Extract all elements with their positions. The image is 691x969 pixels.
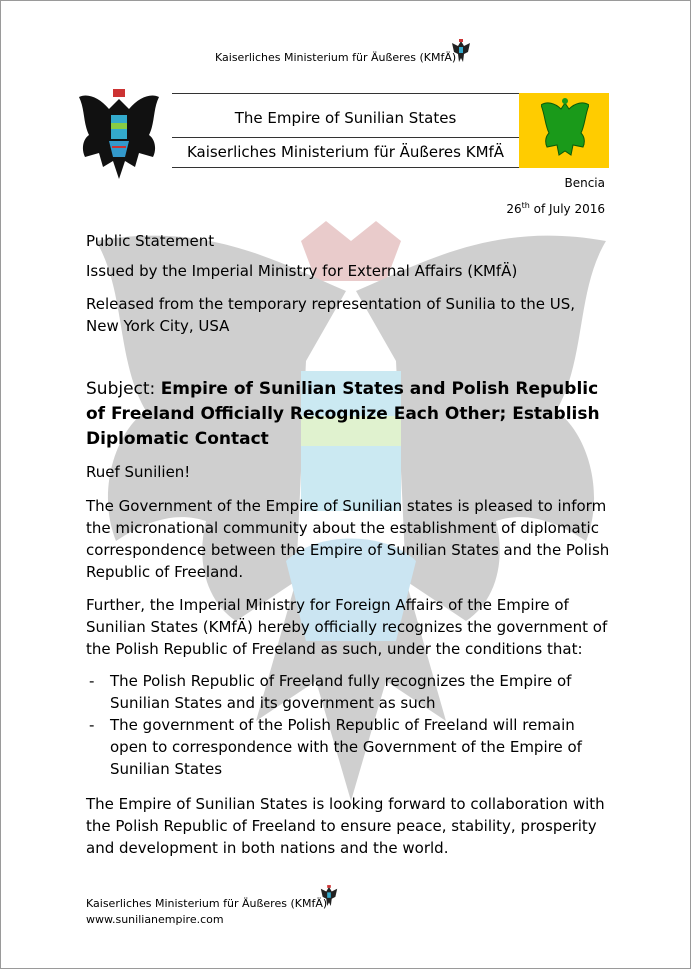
paragraph-1: The Government of the Empire of Sunilian states is pleased to inform the micronational community about the establishment of diplomatic correspondence between the Empire of Sunilian States and the Polish Republic of Freeland. (86, 497, 610, 581)
dateline-place: Bencia (564, 176, 605, 190)
dateline-date: 26th of July 2016 (506, 201, 605, 216)
footer-eagle-crest-icon (319, 883, 339, 909)
banner-bottom-rule (172, 167, 519, 168)
condition-item: - The government of the Polish Republic of Freeland will remain open to correspondence with the Government of the Empire of Sunilian States (86, 714, 611, 780)
footer (86, 896, 327, 928)
subject-heading: Subject: Empire of Sunilian States and Polish Republic of Freeland Officially Recognize Each Other; Establish Diplomatic Contact (86, 379, 600, 449)
footer-ministry: Kaiserliches Ministerium für Äußeres (KMfÄ) (86, 897, 328, 910)
coat-of-arms-eagle-icon (79, 87, 159, 181)
green-eagle-flag-icon (541, 97, 589, 163)
banner-subtitle: Kaiserliches Ministerium für Äußeres KMfÄ (186, 143, 505, 161)
greeting: Ruef Sunilien! (86, 463, 191, 481)
small-eagle-crest-icon (450, 38, 472, 64)
intro-public-statement: Public Statement (86, 232, 215, 250)
condition-item: - The Polish Republic of Freeland fully recognizes the Empire of Sunilian States and its government as such (86, 670, 611, 714)
paragraph-2: Further, the Imperial Ministry for Foreign Affairs of the Empire of Sunilian States (KMfÄ) hereby officially recognizes the government of the Polish Republic of Freeland as such, under the conditions that: (86, 596, 608, 658)
national-flag (519, 93, 609, 168)
conditions-list (86, 670, 611, 780)
banner-top-rule (172, 93, 519, 94)
banner-middle-rule (172, 137, 519, 138)
ministry-header-text: Kaiserliches Ministerium für Äußeres (KMfÄ) (215, 51, 457, 64)
paragraph-3: The Empire of Sunilian States is looking forward to collaboration with the Polish Republic of Freeland to ensure peace, stability, prosperity and development in both nations and the world. (86, 795, 605, 857)
footer-website[interactable]: www.sunilianempire.com (86, 913, 224, 926)
intro-released-from: Released from the temporary representation of Sunilia to the US, New York City, USA (86, 295, 576, 335)
banner-title: The Empire of Sunilian States (234, 109, 457, 127)
intro-issued-by: Issued by the Imperial Ministry for External Affairs (KMfÄ) (86, 262, 518, 280)
